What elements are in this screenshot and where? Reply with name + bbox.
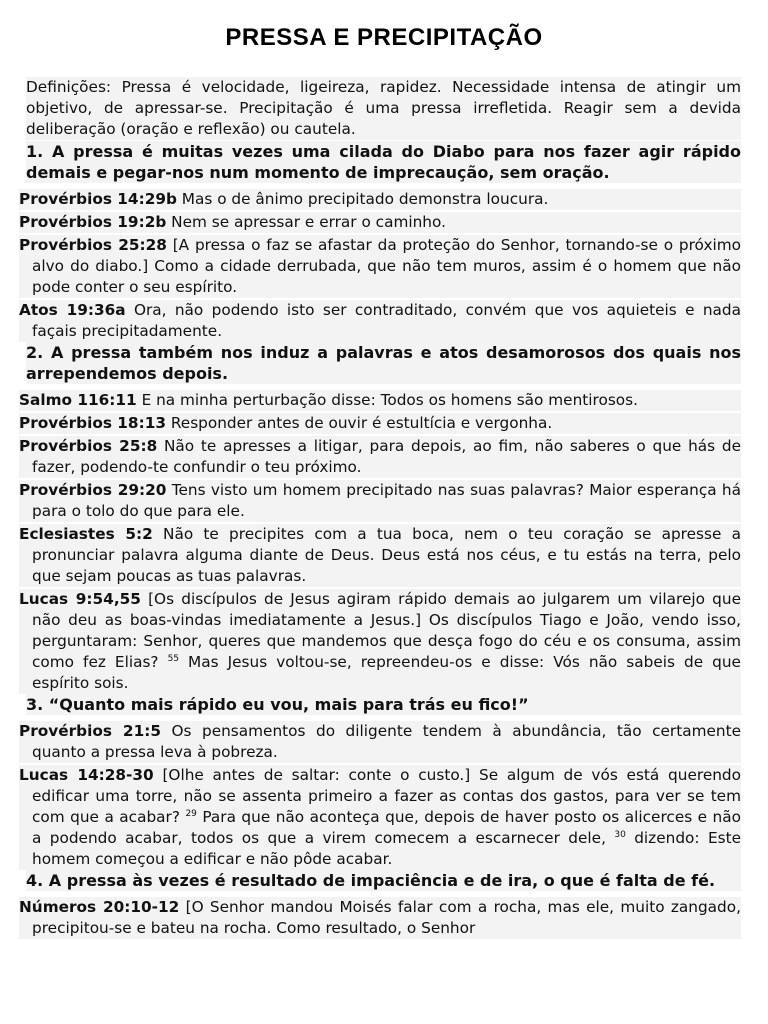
verse-reference: Salmo 116:11 <box>19 391 137 409</box>
verse-text: Mas o de ânimo precipitado demonstra loucura. <box>176 190 549 208</box>
verse <box>19 235 741 298</box>
verse-reference: Provérbios 19:2b <box>19 213 167 231</box>
section-3-heading: 3. “Quanto mais rápido eu vou, mais para trás eu fico!” <box>26 694 741 715</box>
verse-reference: Lucas 14:28-30 <box>19 766 154 784</box>
verse <box>19 765 741 870</box>
verse-reference: Provérbios 14:29b <box>19 190 177 208</box>
verse-reference: Provérbios 18:13 <box>19 414 166 432</box>
verse-text: dizendo: Este homem começou a edificar e não pôde acabar. <box>32 829 741 868</box>
verse-text: Mas Jesus voltou-se, repreendeu-os e disse: Vós não sabeis de que espírito sois. <box>32 653 741 692</box>
verse <box>19 524 741 587</box>
verse-reference: Lucas 9:54,55 <box>19 590 141 608</box>
verse-reference: Números 20:10-12 <box>19 898 180 916</box>
verse <box>19 897 741 939</box>
document-body <box>19 77 741 939</box>
verse-text: [A pressa o faz se afastar da proteção do Senhor, tornando-se o próximo alvo do diabo.] Como a cidade derrubada, que não tem muros, assim é o homem que não pode conter o seu espírito. <box>32 236 742 296</box>
verse-text: Ora, não podendo isto ser contraditado, convém que vos aquieteis e nada façais precipitadamente. <box>32 301 741 340</box>
verse-text: Nem se apressar e errar o caminho. <box>166 213 446 231</box>
section-4-heading: 4. A pressa às vezes é resultado de impaciência e de ira, o que é falta de fé. <box>26 870 741 891</box>
verse-reference: Provérbios 25:28 <box>19 236 167 254</box>
verse-reference: Provérbios 21:5 <box>19 722 161 740</box>
verse-reference: Eclesiastes 5:2 <box>19 525 153 543</box>
verse-text: [O Senhor mandou Moisés falar com a rocha, mas ele, muito zangado, precipitou-se e bateu na rocha. Como resultado, o Senhor <box>32 898 741 937</box>
verse <box>19 589 741 694</box>
verse-text: Responder antes de ouvir é estultícia e vergonha. <box>165 414 553 432</box>
verse <box>19 480 741 522</box>
section-1-heading: 1. A pressa é muitas vezes uma cilada do Diabo para nos fazer agir rápido demais e pegar-nos num momento de imprecaução, sem oração. <box>26 142 741 182</box>
verse-number: 29 <box>185 808 197 819</box>
verse <box>19 300 741 342</box>
verse-number: 55 <box>167 653 180 664</box>
verse-text: Para que não aconteça que, depois de haver posto os alicerces e não a podendo acabar, todos os que a virem comecem a escarnecer dele, <box>32 808 741 847</box>
verse <box>19 436 741 478</box>
verse <box>19 721 741 763</box>
verse <box>19 189 741 210</box>
verse <box>19 413 741 434</box>
verse <box>19 390 741 411</box>
verse-reference: Provérbios 29:20 <box>19 481 167 499</box>
verse-text: Tens visto um homem precipitado nas suas palavras? Maior esperança há para o tolo do que para ele. <box>32 481 741 520</box>
verse-text: [Os discípulos de Jesus agiram rápido demais ao julgarem um vilarejo que não deu as boas-vindas imediatamente a Jesus.] Os discípulos Tiago e João, vendo isso, perguntaram: Senhor, queres que mandemos que desça fogo do céu e os consuma, assim como fez Elias? <box>32 590 741 671</box>
definitions-paragraph: Definições: Pressa é velocidade, ligeireza, rapidez. Necessidade intensa de atingir um objetivo, de apressar-se. Precipitação é uma pressa irrefletida. Reagir sem a devida deliberação (oração e reflexão) ou cautela. <box>26 78 741 138</box>
verse-number: 30 <box>614 829 626 840</box>
verse-text: Não te precipites com a tua boca, nem o teu coração se apresse a pronunciar palavra alguma diante de Deus. Deus está nos céus, e tu estás na terra, pelo que sejam poucas as tuas palavras. <box>32 525 741 585</box>
verse-text: Os pensamentos do diligente tendem à abundância, tão certamente quanto a pressa leva à pobreza. <box>32 722 742 761</box>
verse-reference: Atos 19:36a <box>19 301 126 319</box>
page-title: PRESSA E PRECIPITAÇÃO <box>225 24 543 51</box>
verse-text: [Olhe antes de saltar: conte o custo.] Se algum de vós está querendo edificar uma torre, não se assenta primeiro a fazer as contas dos gastos, para ver se tem com que a acabar? <box>32 766 741 826</box>
section-2-heading: 2. A pressa também nos induz a palavras e atos desamorosos dos quais nos arrependemos depois. <box>26 343 741 383</box>
verse-text: Não te apresses a litigar, para depois, ao fim, não saberes o que hás de fazer, podendo-te confundir o teu próximo. <box>32 437 741 476</box>
verse <box>19 212 741 233</box>
verse-reference: Provérbios 25:8 <box>19 437 158 455</box>
verse-text: E na minha perturbação disse: Todos os homens são mentirosos. <box>136 391 638 409</box>
